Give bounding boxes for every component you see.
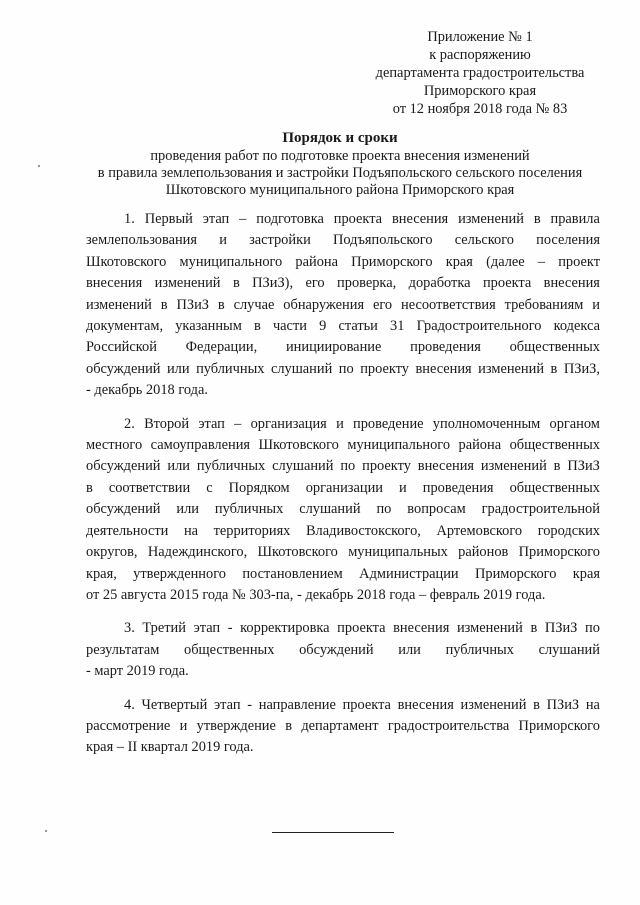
word: постановлением xyxy=(242,565,343,582)
word: общественных xyxy=(509,339,600,356)
title-sub-1: проведения работ по подготовке проекта внесения изменений xyxy=(150,148,530,164)
word: публичных xyxy=(196,360,265,377)
word: Порядком xyxy=(228,479,290,496)
word: и xyxy=(592,296,600,313)
appendix-region: Приморского края xyxy=(423,83,537,99)
word: Российской xyxy=(86,339,157,356)
word: внесения xyxy=(391,211,449,227)
word: Третий xyxy=(142,620,186,637)
word: края, xyxy=(86,565,117,582)
word: по xyxy=(585,620,600,637)
word: района xyxy=(458,437,502,454)
word: публичных xyxy=(196,458,266,475)
word: по xyxy=(376,501,392,518)
word: 3. xyxy=(124,620,135,637)
word: его xyxy=(305,275,325,292)
word: и xyxy=(336,415,344,432)
paragraph-1 xyxy=(86,209,600,402)
word: проекту xyxy=(362,458,411,475)
appendix-department: департамента градостроительства xyxy=(375,65,585,81)
word: внесения xyxy=(86,275,143,292)
word: этап xyxy=(198,415,225,432)
word: землепользования xyxy=(86,232,198,249)
word: Надеждинского, xyxy=(147,544,248,561)
word: районов xyxy=(458,544,509,561)
word: Приморского xyxy=(518,717,600,734)
word: застройки xyxy=(249,232,311,249)
word: документам, xyxy=(86,318,164,335)
word: градостроительной xyxy=(481,501,600,518)
word: этап xyxy=(214,696,241,713)
word: соответствии xyxy=(108,479,191,496)
word: организации xyxy=(305,479,383,496)
word: правила xyxy=(550,211,600,227)
text-line xyxy=(86,456,600,477)
word: случае xyxy=(233,296,275,313)
word: изменений xyxy=(458,211,524,227)
word: Градостроительного xyxy=(416,318,542,335)
word: поселения xyxy=(536,232,600,249)
word: края xyxy=(445,253,473,270)
word: доработка xyxy=(408,275,471,292)
word: в xyxy=(533,211,541,227)
word: края – II квартал 2019 года. xyxy=(86,739,254,756)
word: территориях xyxy=(213,522,291,539)
word: Подъяпольского xyxy=(332,232,433,249)
text-line xyxy=(86,316,600,337)
appendix-number: Приложение № 1 xyxy=(427,29,533,45)
word: требованиям xyxy=(504,296,584,313)
text-line xyxy=(86,273,600,294)
word: (далее xyxy=(486,253,525,270)
word: кодекса xyxy=(553,318,600,335)
word: изменений xyxy=(480,458,547,475)
word: городских xyxy=(537,522,600,539)
text-line xyxy=(86,737,600,758)
word: несоответствия xyxy=(401,296,496,313)
word: результатам xyxy=(86,641,160,658)
word: округов, xyxy=(86,544,138,561)
appendix-order-ref: к распоряжению xyxy=(429,47,531,63)
word: уполномоченным xyxy=(432,415,541,432)
word: с xyxy=(206,479,213,496)
word: Шкотовского xyxy=(86,253,167,270)
word: его xyxy=(372,296,393,313)
word: – xyxy=(239,211,247,227)
word: Администрации xyxy=(359,565,459,582)
word: Первый xyxy=(144,211,193,227)
word: обсуждений xyxy=(86,458,161,475)
word: этап xyxy=(202,211,230,227)
word: обсуждений xyxy=(86,360,161,377)
word: корректировка xyxy=(240,620,330,637)
word: от 25 августа 2015 года № 303-па, - декабрь 2018 года – февраль 2019 года. xyxy=(86,586,546,603)
word: рассмотрение xyxy=(86,717,171,734)
word: - март 2019 года. xyxy=(86,663,189,680)
word: на xyxy=(183,522,199,539)
word: в xyxy=(550,360,558,377)
text-line xyxy=(86,716,600,737)
word: - декабрь 2018 года. xyxy=(86,382,208,399)
word: проекту xyxy=(360,360,409,377)
word: и xyxy=(399,479,407,496)
word: - xyxy=(247,696,253,713)
word: в xyxy=(253,318,261,335)
word: публичных xyxy=(445,641,514,658)
word: департамент xyxy=(301,717,379,734)
word: внесения xyxy=(543,275,600,292)
word: ПЗиЗ xyxy=(567,458,600,475)
word: и xyxy=(219,232,227,249)
word: Приморского xyxy=(351,253,433,270)
word: – xyxy=(537,253,546,270)
word: в xyxy=(530,620,538,637)
word: муниципального xyxy=(179,253,283,270)
appendix-header xyxy=(350,28,610,118)
word: изменений xyxy=(456,620,523,637)
word: Второй xyxy=(144,415,190,432)
word: или xyxy=(167,458,190,475)
word: или xyxy=(398,641,421,658)
word: ПЗиЗ xyxy=(546,696,580,713)
word: проведения xyxy=(422,479,494,496)
text-line xyxy=(86,478,600,499)
text-line xyxy=(86,521,600,542)
title-sub-3: Шкотовского муниципального района Приморского края xyxy=(165,182,515,198)
word: ПЗиЗ xyxy=(176,296,209,313)
word: на xyxy=(585,696,600,713)
word: и xyxy=(179,717,188,734)
word: Федерации, xyxy=(185,339,258,356)
word: общественных xyxy=(184,641,275,658)
word: Приморского xyxy=(475,565,557,582)
word: утвержденного xyxy=(133,565,226,582)
appendix-date: от 12 ноября 2018 года № 83 xyxy=(392,101,568,117)
word: градостроительства xyxy=(387,717,510,734)
word: внесения xyxy=(415,360,472,377)
text-line xyxy=(86,499,600,520)
word: ПЗиЗ xyxy=(544,620,578,637)
word: проведения xyxy=(410,339,481,356)
word: Артемовского xyxy=(436,522,523,539)
end-divider xyxy=(272,832,394,833)
word: части xyxy=(272,318,307,335)
text-line xyxy=(86,209,600,230)
text-line xyxy=(86,359,600,380)
word: по xyxy=(340,458,356,475)
text-line xyxy=(86,295,600,316)
word: изменений xyxy=(86,296,152,313)
title-main: Порядок и сроки xyxy=(282,130,398,146)
word: 2. xyxy=(124,415,135,432)
word: проведение xyxy=(353,415,424,432)
word: инициирование xyxy=(285,339,382,356)
word: ПЗиЗ, xyxy=(563,360,600,377)
word: слушаний xyxy=(538,641,600,658)
text-line xyxy=(86,435,600,456)
word: деятельности xyxy=(86,522,169,539)
word: в xyxy=(533,696,540,713)
word: слушаний xyxy=(272,458,334,475)
word: сельского xyxy=(454,232,514,249)
word: изменений xyxy=(478,360,545,377)
text-line xyxy=(86,618,600,639)
word: Владивостокского, xyxy=(305,522,421,539)
word: этап xyxy=(193,620,221,637)
word: подготовка xyxy=(256,211,324,227)
word: 31 xyxy=(390,318,405,335)
word: Четвертый xyxy=(141,696,208,713)
title-sub-2: в правила землепользования и застройки Подъяпольского сельского поселения xyxy=(97,165,583,181)
text-line xyxy=(86,252,600,273)
word: внесения xyxy=(393,620,450,637)
word: по xyxy=(338,360,354,377)
word: внесения xyxy=(417,458,475,475)
word: в xyxy=(217,296,225,313)
word: направление xyxy=(258,696,336,713)
word: 4. xyxy=(124,696,135,713)
word: Приморского xyxy=(518,544,600,561)
word: 1. xyxy=(124,211,135,227)
word: обсуждений xyxy=(299,641,374,658)
text-line xyxy=(86,542,600,563)
word: утверждение xyxy=(196,717,276,734)
word: общественных xyxy=(509,479,600,496)
word: или xyxy=(166,360,190,377)
word: проекта xyxy=(482,275,532,292)
word: статьи xyxy=(338,318,378,335)
word: слушаний xyxy=(299,501,361,518)
paragraph-4 xyxy=(86,695,600,759)
word: в xyxy=(285,717,293,734)
text-line xyxy=(86,585,600,606)
text-line xyxy=(86,380,600,401)
word: самоуправления xyxy=(150,437,251,454)
word: проект xyxy=(558,253,600,270)
word: организация xyxy=(250,415,327,432)
word: ПЗиЗ), xyxy=(252,275,294,292)
word: изменений xyxy=(460,696,527,713)
word: органом xyxy=(549,415,600,432)
document-title xyxy=(60,130,620,199)
paragraph-2 xyxy=(86,414,600,607)
word: изменений xyxy=(154,275,221,292)
word: района xyxy=(295,253,338,270)
scan-speck xyxy=(38,165,40,167)
word: проекта xyxy=(337,620,386,637)
scan-speck xyxy=(45,830,47,832)
word: или xyxy=(176,501,199,518)
word: публичных xyxy=(214,501,284,518)
text-line xyxy=(86,661,600,682)
text-line xyxy=(86,414,600,435)
word: 9 xyxy=(319,318,327,335)
word: местного xyxy=(86,437,143,454)
word: в xyxy=(86,479,93,496)
word: Шкотовского xyxy=(258,437,339,454)
paragraph-3 xyxy=(86,618,600,682)
word: внесения xyxy=(397,696,454,713)
word: муниципальных xyxy=(348,544,448,561)
word: Шкотовского xyxy=(257,544,338,561)
word: в xyxy=(232,275,240,292)
word: вопросам xyxy=(407,501,466,518)
text-line xyxy=(86,564,600,585)
word: проекта xyxy=(342,696,391,713)
word: общественных xyxy=(509,437,600,454)
word: в xyxy=(160,296,168,313)
text-line xyxy=(86,695,600,716)
document-body xyxy=(86,209,600,771)
text-line xyxy=(86,640,600,661)
word: слушаний xyxy=(270,360,333,377)
word: обнаружения xyxy=(283,296,365,313)
word: в xyxy=(553,458,561,475)
word: обсуждений xyxy=(86,501,161,518)
word: муниципального xyxy=(347,437,451,454)
word: – xyxy=(234,415,242,432)
word: - xyxy=(227,620,233,637)
word: проекта xyxy=(333,211,383,227)
text-line xyxy=(86,230,600,251)
word: проверка, xyxy=(337,275,397,292)
text-line xyxy=(86,337,600,358)
word: указанным xyxy=(175,318,242,335)
word: края xyxy=(572,565,600,582)
